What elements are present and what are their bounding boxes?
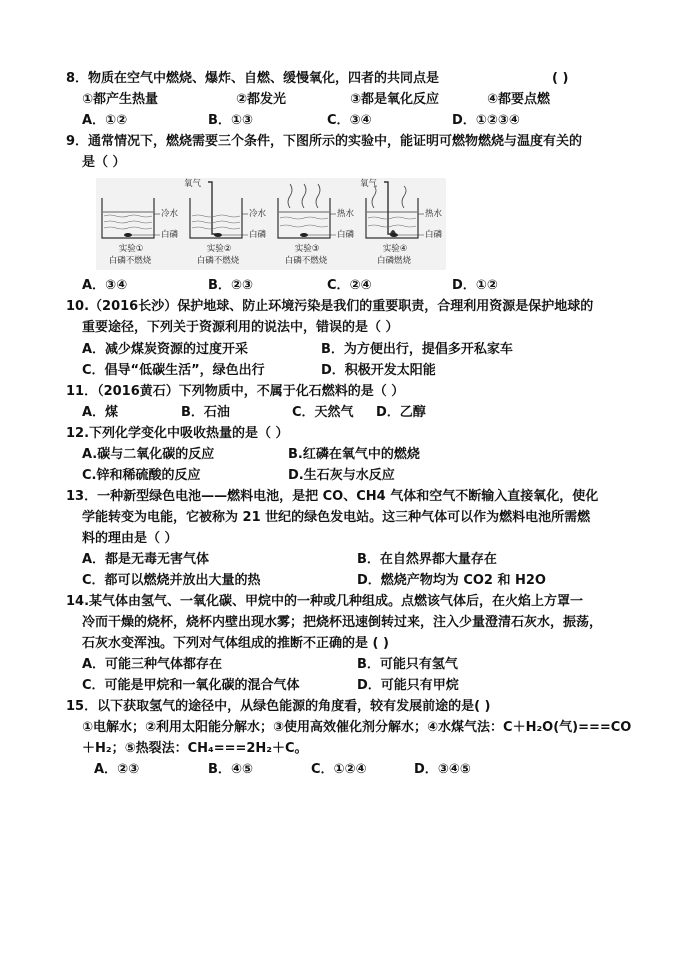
experiment-1-result: 白磷不燃烧 xyxy=(108,256,152,266)
experiment-4-result: 白磷燃烧 xyxy=(376,256,411,266)
q12-option-d: D.生石灰与水反应 xyxy=(288,468,395,483)
oxygen-label-4: 氧气 xyxy=(360,179,378,189)
q8-statement-1: ①都产生热量 xyxy=(82,92,159,107)
q12-option-b: B.红磷在氧气中的燃烧 xyxy=(288,447,420,462)
white-phosphorus-label-1: 白磷 xyxy=(161,230,179,240)
experiment-2-panel xyxy=(184,178,272,270)
q14-stem-2: 冷而干燥的烧杯，烧杯内壁出现水雾；把烧杯迅速倒转过来，注入少量澄清石灰水，振荡， xyxy=(82,615,603,630)
q8-answer-bracket: ( ) xyxy=(552,71,569,86)
q8-option-b: B．①③ xyxy=(208,113,253,128)
q8-statement-2: ②都发光 xyxy=(236,92,287,107)
q15-stem-2: ①电解水；②利用太阳能分解水；③使用高效催化剂分解水；④水煤气法：C＋H₂O(气)===CO xyxy=(82,720,632,735)
q10-option-b: B．为方便出行，提倡多开私家车 xyxy=(321,342,513,357)
q9-option-a: A．③④ xyxy=(82,278,128,293)
q14-option-d: D．可能只有甲烷 xyxy=(357,678,459,693)
white-phosphorus-label-2: 白磷 xyxy=(249,230,267,240)
q8-stem: 8．物质在空气中燃烧、爆炸、自燃、缓慢氧化，四者的共同点是 xyxy=(66,71,440,86)
cold-water-label-2: 冷水 xyxy=(249,209,267,219)
q8-option-c: C．③④ xyxy=(327,113,372,128)
q10-option-a: A．减少煤炭资源的过度开采 xyxy=(82,342,249,357)
q15-option-c: C．①②④ xyxy=(311,762,367,777)
cold-water-label-1: 冷水 xyxy=(161,209,179,219)
q14-stem-3: 石灰水变浑浊。下列对气体组成的推断不正确的是 ( ) xyxy=(82,636,389,651)
q14-stem: 14.某气体由氢气、一氧化碳、甲烷中的一种或几种组成。点燃该气体后，在火焰上方罩一 xyxy=(66,594,584,609)
q9-stem: 9．通常情况下，燃烧需要三个条件，下图所示的实验中，能证明可燃物燃烧与温度有关的 xyxy=(66,134,583,149)
q15-stem-3: ＋H₂；⑤热裂法：CH₄===2H₂＋C。 xyxy=(82,741,308,756)
q8-option-a: A．①② xyxy=(82,113,128,128)
combustion-experiment-figure xyxy=(96,178,446,270)
q11-option-a: A．煤 xyxy=(82,405,119,420)
q9-option-b: B．②③ xyxy=(208,278,253,293)
q12-stem: 12.下列化学变化中吸收热量的是（ ） xyxy=(66,426,289,441)
q14-option-a: A．可能三种气体都存在 xyxy=(82,657,223,672)
experiment-3-panel xyxy=(272,178,360,270)
q8-statement-4: ④都要点燃 xyxy=(487,92,551,107)
experiment-4-name: 实验④ xyxy=(382,244,408,254)
experiment-3-name: 实验③ xyxy=(294,244,320,254)
experiment-2-name: 实验② xyxy=(206,244,232,254)
q9-stem-2: 是（ ） xyxy=(82,155,126,170)
hot-water-label-4: 热水 xyxy=(425,209,443,219)
q14-option-b: B．可能只有氢气 xyxy=(357,657,458,672)
q13-stem-2: 学能转变为电能，它被称为 21 世纪的绿色发电站。这三种气体可以作为燃料电池所需燃 xyxy=(82,510,591,525)
q13-stem: 13．一种新型绿色电池——燃料电池，是把 CO、CH4 气体和空气不断输入直接氧化，使化 xyxy=(66,489,599,504)
q15-option-b: B．④⑤ xyxy=(208,762,253,777)
q10-stem: 10.（2016长沙）保护地球、防止环境污染是我们的重要职责，合理利用资源是保护地球的 xyxy=(66,299,594,314)
q11-stem: 11．（2016黄石）下列物质中，不属于化石燃料的是（ ） xyxy=(66,384,405,399)
q14-option-c: C．可能是甲烷和一氧化碳的混合气体 xyxy=(82,678,300,693)
q15-stem: 15．以下获取氢气的途径中，从绿色能源的角度看，较有发展前途的是( ) xyxy=(66,699,491,714)
hot-water-label-3: 热水 xyxy=(337,209,355,219)
q12-option-a: A.碳与二氧化碳的反应 xyxy=(82,447,215,462)
experiment-4-panel xyxy=(360,178,448,270)
q9-option-d: D．①② xyxy=(452,278,498,293)
white-phosphorus-label-4: 白磷 xyxy=(425,230,443,240)
experiment-2-result: 白磷不燃烧 xyxy=(196,256,240,266)
white-phosphorus-label-3: 白磷 xyxy=(337,230,355,240)
q11-option-c: C．天然气 xyxy=(292,405,354,420)
q8-statement-3: ③都是氧化反应 xyxy=(350,92,440,107)
q13-stem-3: 料的理由是（ ） xyxy=(82,531,178,546)
q15-option-a: A．②③ xyxy=(94,762,140,777)
q11-option-d: D．乙醇 xyxy=(376,405,426,420)
q11-option-b: B．石油 xyxy=(181,405,230,420)
q9-option-c: C．②④ xyxy=(327,278,372,293)
q13-option-b: B．在自然界都大量存在 xyxy=(357,552,497,567)
oxygen-label-2: 氧气 xyxy=(184,179,202,189)
q15-option-d: D．③④⑤ xyxy=(414,762,471,777)
q10-stem-2: 重要途径，下列关于资源利用的说法中，错误的是（ ） xyxy=(82,320,399,335)
experiment-1-panel xyxy=(96,178,184,270)
q13-option-c: C．都可以燃烧并放出大量的热 xyxy=(82,573,261,588)
experiment-1-name: 实验① xyxy=(118,244,144,254)
experiment-3-result: 白磷不燃烧 xyxy=(284,256,328,266)
q13-option-d: D．燃烧产物均为 CO2 和 H2O xyxy=(357,573,546,588)
q10-option-d: D．积极开发太阳能 xyxy=(321,363,436,378)
q12-option-c: C.锌和稀硫酸的反应 xyxy=(82,468,201,483)
q13-option-a: A．都是无毒无害气体 xyxy=(82,552,210,567)
q10-option-c: C．倡导“低碳生活”，绿色出行 xyxy=(82,363,265,378)
q8-option-d: D．①②③④ xyxy=(452,113,520,128)
